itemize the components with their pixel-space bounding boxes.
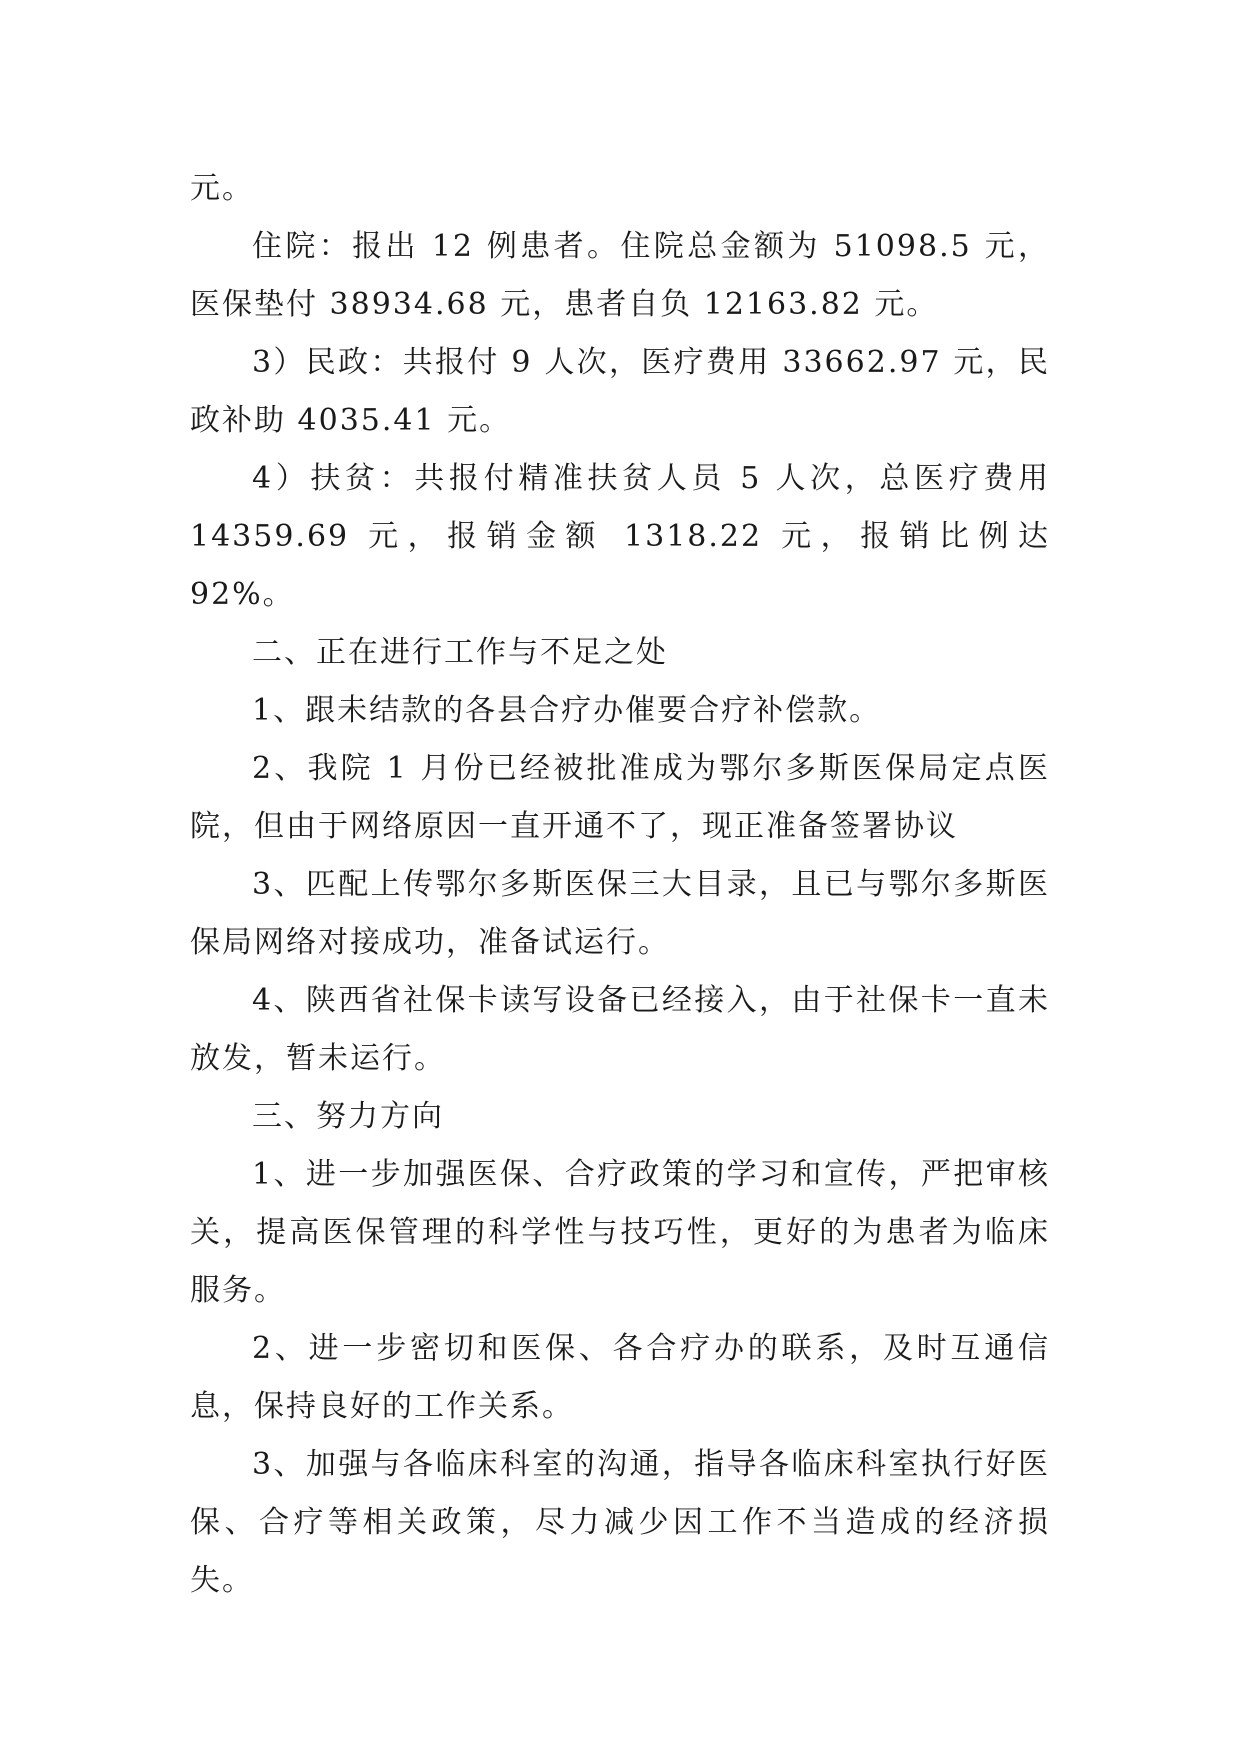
paragraph-continuation: 元。 <box>190 171 254 206</box>
list-item-direction-2: 2、进一步密切和医保、各合疗办的联系，及时互通信息，保持良好的工作关系。 <box>190 1331 1050 1424</box>
section-heading-ongoing-work: 二、正在进行工作与不足之处 <box>252 635 668 670</box>
list-item-ongoing-3: 3、匹配上传鄂尔多斯医保三大目录，且已与鄂尔多斯医保局网络对接成功，准备试运行。 <box>190 867 1050 960</box>
list-item-ongoing-4: 4、陕西省社保卡读写设备已经接入，由于社保卡一直未放发，暂未运行。 <box>190 983 1050 1076</box>
paragraph-civil-affairs: 3）民政：共报付 9 人次，医疗费用 33662.97 元，民政补助 4035.41 元。 <box>190 345 1050 438</box>
list-item-direction-1: 1、进一步加强医保、合疗政策的学习和宣传，严把审核关，提高医保管理的科学性与技巧性，更好的为患者为临床服务。 <box>190 1157 1050 1308</box>
section-heading-direction: 三、努力方向 <box>252 1099 444 1134</box>
list-item-ongoing-1: 1、跟未结款的各县合疗办催要合疗补偿款。 <box>252 693 882 728</box>
list-item-ongoing-2: 2、我院 1 月份已经被批准成为鄂尔多斯医保局定点医院，但由于网络原因一直开通不了，现正准备签署协议 <box>190 751 1050 844</box>
list-item-direction-3: 3、加强与各临床科室的沟通，指导各临床科室执行好医保、合疗等相关政策，尽力减少因工作不当造成的经济损失。 <box>190 1447 1050 1598</box>
paragraph-poverty-relief: 4）扶贫：共报付精准扶贫人员 5 人次，总医疗费用 14359.69 元，报销金额 1318.22 元，报销比例达 92%。 <box>190 461 1050 612</box>
paragraph-inpatient: 住院：报出 12 例患者。住院总金额为 51098.5 元，医保垫付 38934.68 元，患者自负 12163.82 元。 <box>190 229 1050 322</box>
document-body <box>190 160 1050 1610</box>
